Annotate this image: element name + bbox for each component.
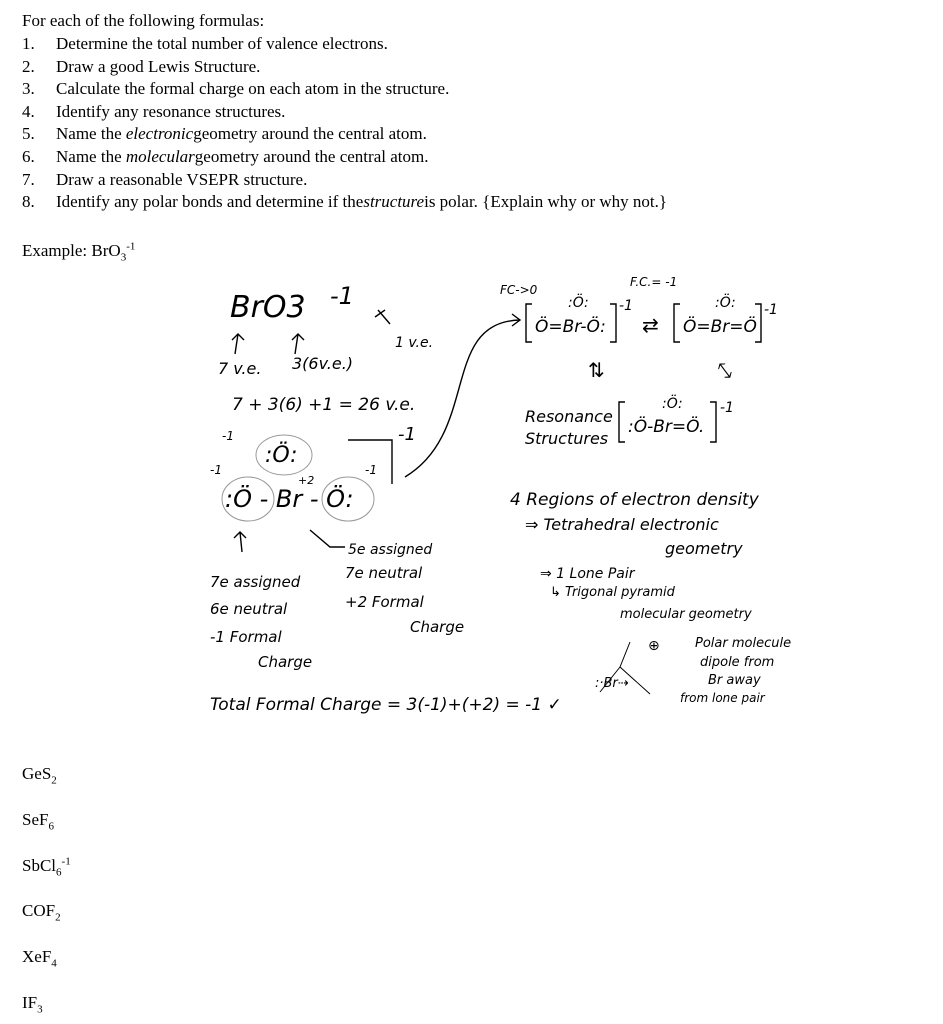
step-number: 6.	[22, 146, 35, 166]
hw-res3-charge: -1	[720, 400, 734, 416]
hw-tetrahedral: ⇒ Tetrahedral electronic	[525, 515, 719, 534]
hw-equilibrium-2: ⇅	[588, 358, 605, 382]
formula-subscript: 6	[48, 820, 54, 833]
formula-item	[22, 900, 61, 922]
hw-res2: Ö=Br=Ö	[683, 317, 757, 337]
formula-item	[22, 855, 71, 877]
hw-arrow-one-ve	[375, 310, 390, 324]
formula-base: IF	[22, 993, 38, 1012]
hw-o-fc-left: -1	[210, 463, 222, 477]
hw-one-ve: 1 v.e.	[395, 335, 434, 351]
instruction-list	[22, 33, 667, 214]
step-number: 1.	[22, 34, 35, 53]
hw-arrow-br-note	[310, 530, 345, 547]
hw-res2-o-top: :Ö:	[715, 295, 736, 311]
hw-o-formal: -1 Formal	[210, 628, 282, 646]
formula-item	[22, 946, 57, 968]
instruction-item	[22, 123, 667, 146]
instruction-item	[22, 56, 667, 79]
hw-res2-charge: -1	[764, 302, 778, 318]
hw-bracket-charge: -1	[398, 424, 416, 445]
hw-res1-bracket-right	[610, 304, 616, 342]
example-formula: BrO	[91, 241, 121, 260]
hw-vsepr-sketch: :·Br⇢	[595, 676, 629, 691]
hw-o-neutral: 6e neutral	[210, 600, 288, 618]
formula-base: GeS	[22, 764, 52, 783]
hw-lewis-o-top: :Ö:	[265, 443, 298, 468]
hw-formula: BrO3	[230, 290, 306, 325]
formula-base: SbCl	[22, 856, 57, 875]
hw-res3-bracket-left	[619, 402, 625, 442]
formula-subscript: 4	[51, 957, 57, 970]
step-emphasis: structure	[363, 192, 425, 212]
hw-o-assigned: 7e assigned	[210, 573, 301, 591]
instruction-item	[22, 101, 667, 124]
step-number: 8.	[22, 192, 35, 212]
hw-o-fc-top-left: -1	[222, 429, 234, 443]
hw-from-lone-pair: from lone pair	[680, 691, 765, 705]
step-text: Name the	[56, 146, 122, 166]
instruction-item	[22, 146, 667, 169]
hw-arrow-o	[292, 334, 304, 354]
step-text-tail: is polar. {Explain why or why not.}	[424, 192, 668, 212]
hw-res3-bracket-right	[710, 402, 716, 442]
instruction-item	[22, 33, 667, 56]
hw-total-formal-charge: Total Formal Charge = 3(-1)+(+2) = -1 ✓	[210, 695, 562, 715]
hw-trigonal: ↳ Trigonal pyramid	[550, 585, 675, 600]
hw-polar-molecule: Polar molecule	[695, 636, 792, 651]
step-text: Calculate the formal charge on each atom in the structure.	[56, 79, 450, 99]
hw-total-ve: 7 + 3(6) +1 = 26 v.e.	[232, 395, 416, 415]
handwritten-example-work	[180, 262, 860, 732]
hw-res1-bracket-left	[526, 304, 532, 342]
hw-equilibrium-1: ⇄	[642, 313, 659, 337]
hw-res3: :Ö-Br=Ö.	[628, 417, 705, 437]
formula-item	[22, 809, 54, 831]
hw-br-assigned: 5e assigned	[348, 542, 433, 558]
step-number: 3.	[22, 79, 35, 99]
formula-base: SeF	[22, 810, 49, 829]
step-number: 5.	[22, 124, 35, 144]
formula-subscript: 3	[37, 1003, 43, 1016]
hw-o-ve: 3(6v.e.)	[292, 354, 354, 373]
hw-equilibrium-3: ⤡	[715, 358, 731, 382]
step-text: Determine the total number of valence electrons.	[56, 34, 388, 53]
hw-molecular-geom: molecular geometry	[620, 607, 752, 622]
hw-lewis-row: :Ö - Br - Ö:	[225, 485, 354, 513]
hw-fc-left-label: FC->0	[500, 283, 538, 297]
hw-res1-charge: -1	[619, 298, 633, 314]
hw-res2-bracket-left	[674, 304, 680, 342]
example-prefix: Example:	[22, 241, 92, 260]
formula-subscript: 2	[55, 911, 61, 924]
hw-dipole: dipole from	[700, 655, 775, 670]
hw-o-fc-right: -1	[365, 463, 377, 477]
hw-geometry: geometry	[665, 539, 743, 558]
instruction-item	[22, 169, 667, 192]
hw-resonance-label: Resonance	[525, 407, 613, 426]
step-text-tail: geometry around the central atom.	[193, 124, 427, 144]
step-text: Name the	[56, 124, 122, 144]
hw-regions: 4 Regions of electron density	[510, 490, 759, 510]
step-emphasis: electronic	[125, 124, 194, 144]
hw-br-charge-word: Charge	[410, 618, 465, 636]
formula-item	[22, 992, 43, 1014]
instruction-item	[22, 78, 667, 101]
hw-br-fc: +2	[298, 474, 315, 487]
hw-arrow-br	[232, 334, 244, 354]
hw-arrow-o-left	[234, 532, 246, 552]
formula-base: XeF	[22, 947, 52, 966]
formula-charge: -1	[61, 855, 71, 868]
step-text-tail: geometry around the central atom.	[194, 146, 429, 166]
instructions-heading: For each of the following formulas:	[22, 11, 265, 30]
hw-res1-o-top: :Ö:	[568, 295, 589, 311]
hw-lone-pair: ⇒ 1 Lone Pair	[540, 566, 635, 582]
example-charge: -1	[126, 240, 136, 253]
hw-structures-label: Structures	[525, 429, 609, 448]
example-label	[22, 240, 135, 262]
step-number: 2.	[22, 56, 35, 76]
hw-br-formal: +2 Formal	[345, 593, 424, 611]
step-text: Draw a good Lewis Structure.	[56, 56, 261, 76]
instruction-item	[22, 191, 667, 214]
hw-res1: Ö=Br-Ö:	[535, 317, 606, 337]
example-subscript: 3	[120, 251, 127, 264]
formula-item	[22, 763, 57, 785]
formula-subscript: 6	[56, 866, 62, 879]
step-text: Draw a reasonable VSEPR structure.	[56, 169, 308, 189]
step-emphasis: molecular	[125, 146, 195, 166]
hw-res3-o-top: :Ö:	[662, 396, 683, 412]
step-text: Identify any polar bonds and determine if the	[56, 192, 364, 212]
formula-base: COF	[22, 901, 56, 920]
hw-dipole-symbol: ⊕	[648, 638, 660, 654]
step-number: 7.	[22, 169, 35, 189]
formula-subscript: 2	[51, 774, 57, 787]
hw-charge: -1	[330, 282, 354, 310]
hw-br-neutral: 7e neutral	[345, 564, 423, 582]
hw-o-charge-word: Charge	[258, 653, 313, 671]
hw-br-ve: 7 v.e.	[218, 359, 262, 378]
step-text: Identify any resonance structures.	[56, 101, 286, 121]
hw-br-away: Br away	[708, 673, 761, 688]
hw-fc-right-label: F.C.= -1	[630, 275, 678, 289]
step-number: 4.	[22, 101, 35, 121]
